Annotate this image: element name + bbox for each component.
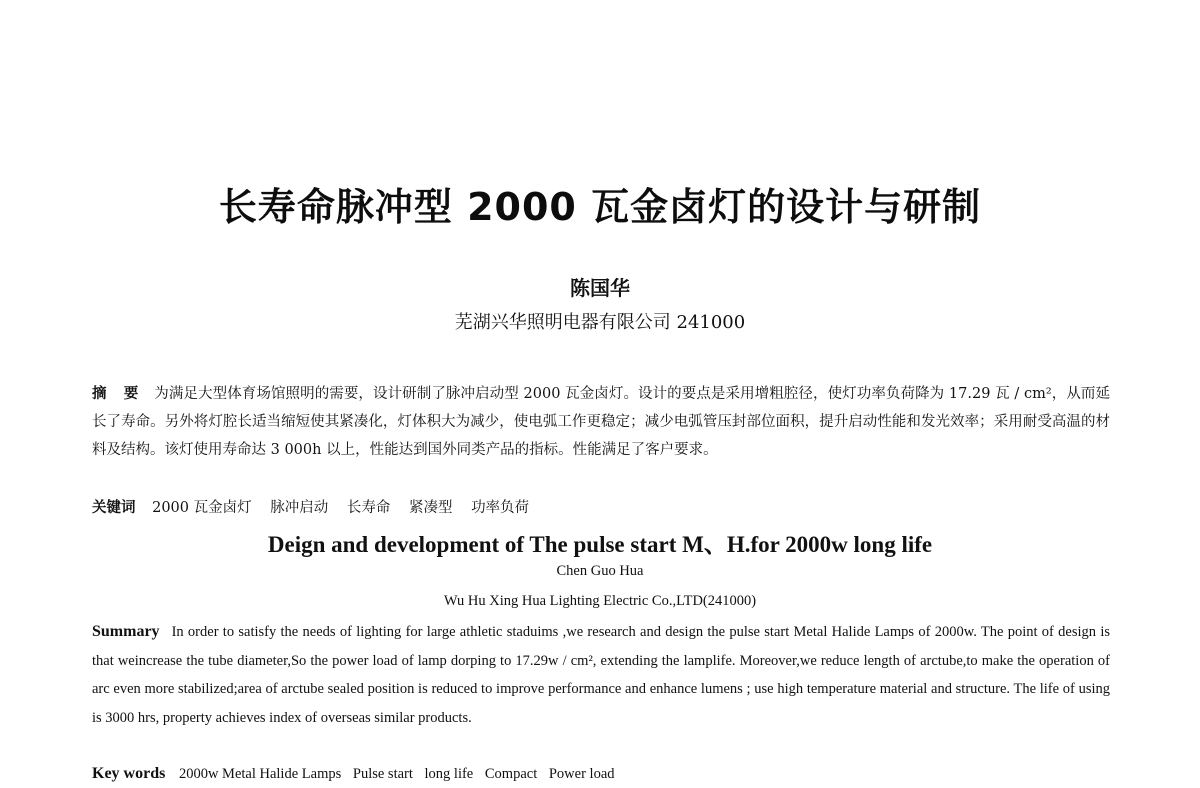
abstract-en [92, 618, 1110, 732]
abstract-en-text: In order to satisfy the needs of lighting for large athletic staduims ,we research and design the pulse start Metal Halide Lamps of 2000w. The point of design is that weincrease the tube diameter,So the power load of lamp dorping to 17.29w / cm², extending the lamplife. Moreover,we reduce length of arctube,to make the operation of arc even more stabilized;area of arctube sealed position is reduced to improve performance and enhance lumens ; use high temperature material and structure. The life of using is 3000 hrs, property achieves index of overseas similar products. [92, 624, 1110, 726]
keywords-en-label: Key words [92, 765, 166, 782]
keywords-cn-label: 关键词 [92, 499, 136, 516]
paper-title-cn: 长寿命脉冲型 2000 瓦金卤灯的设计与研制 [218, 185, 982, 229]
keyword-cn: 紧凑型 [408, 500, 453, 516]
keyword-en: long life [424, 766, 474, 782]
keyword-cn: 脉冲启动 [270, 500, 329, 516]
abstract-cn-text: 为满足大型体育场馆照明的需要，设计研制了脉冲启动型 2000 瓦金卤灯。设计的要点是采用增粗腔径，使灯功率负荷降为 17.29 瓦 / cm²，从而延长了寿命。另外将灯腔长适当缩短使其紧凑化，灯体积大为减少，使电弧工作更稳定；减少电弧管压封部位面积，提升启动性能和发光效率；采用耐受高温的材料及结构。该灯使用寿命达 3 000h 以上，性能达到国外同类产品的指标。性能满足了客户要求。 [92, 386, 1110, 458]
paper-title-en: Deign and development of The pulse start M、H.for 2000w long life [267, 532, 933, 557]
abstract-en-label: Summary [92, 623, 160, 640]
keyword-en: 2000w Metal Halide Lamps [178, 766, 342, 782]
keyword-en: Pulse start [352, 766, 413, 782]
abstract-cn [92, 380, 1110, 464]
keyword-cn: 长寿命 [346, 500, 391, 516]
affiliation-cn: 芜湖兴华照明电器有限公司 241000 [454, 312, 746, 333]
abstract-cn-label: 摘 要 [92, 385, 145, 402]
keyword-cn: 2000 瓦金卤灯 [152, 500, 252, 516]
keywords-en [92, 762, 1110, 786]
keyword-en: Power load [548, 766, 615, 782]
keyword-cn: 功率负荷 [471, 500, 530, 516]
author-en: Chen Guo Hua [556, 563, 644, 579]
keywords-cn [92, 496, 1110, 520]
keyword-en: Compact [484, 766, 538, 782]
author-cn: 陈国华 [570, 276, 630, 300]
affiliation-en: Wu Hu Xing Hua Lighting Electric Co.,LTD(241000) [443, 593, 757, 609]
